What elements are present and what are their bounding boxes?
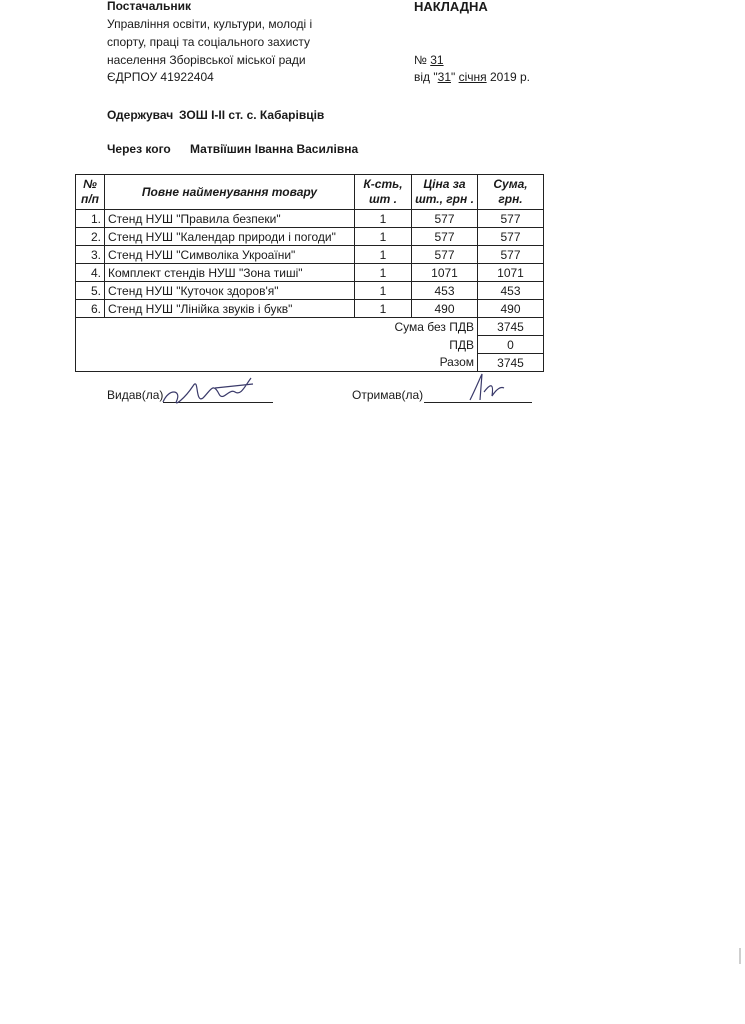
row-sum: 577: [478, 228, 544, 246]
header-name: Повне найменування товару: [105, 175, 355, 210]
row-qty: 1: [355, 300, 412, 318]
invoice-title: НАКЛАДНА: [414, 0, 488, 14]
table-row: [76, 246, 544, 264]
row-price: 1071: [412, 264, 478, 282]
invoice-number-value: 31: [430, 53, 444, 67]
totals-row: [76, 318, 544, 336]
table-row: [76, 300, 544, 318]
date-day: 31: [437, 70, 451, 84]
row-name: Стенд НУШ "Символіка Укроаїни": [105, 246, 355, 264]
issued-signature: [155, 368, 265, 410]
row-name: Стенд НУШ "Куточок здоров'я": [105, 282, 355, 300]
row-num: 1.: [76, 210, 105, 228]
row-sum: 577: [478, 246, 544, 264]
issued-label: Видав(ла): [107, 388, 164, 402]
total-value: 3745: [478, 318, 544, 336]
invoice-number-prefix: №: [414, 53, 427, 67]
row-name: Стенд НУШ "Календар природи і погоди": [105, 228, 355, 246]
table-row: [76, 282, 544, 300]
row-name: Комплект стендів НУШ "Зона тиші": [105, 264, 355, 282]
date-mid: ": [451, 70, 459, 84]
supplier-line: Управління освіти, культури, молоді і: [107, 17, 313, 31]
invoice-table: [75, 174, 544, 372]
row-num: 4.: [76, 264, 105, 282]
header-qty: К-сть, шт .: [355, 175, 412, 210]
row-sum: 1071: [478, 264, 544, 282]
table-row: [76, 210, 544, 228]
grand-total-value: 3745: [478, 354, 544, 372]
row-price: 577: [412, 246, 478, 264]
row-num: 2.: [76, 228, 105, 246]
supplier-line: населення Зборівської міської ради: [107, 53, 306, 67]
supplier-edrpou: ЄДРПОУ 41922404: [107, 70, 214, 84]
header-price: Ціна за шт., грн .: [412, 175, 478, 210]
row-sum: 490: [478, 300, 544, 318]
invoice-date: [414, 70, 530, 84]
row-num: 5.: [76, 282, 105, 300]
totals-row: [76, 354, 544, 372]
header-num: № п/п: [76, 175, 105, 210]
row-price: 577: [412, 228, 478, 246]
row-sum: 453: [478, 282, 544, 300]
vat-label: ПДВ: [76, 336, 478, 354]
table-row: [76, 264, 544, 282]
vat-value: 0: [478, 336, 544, 354]
row-name: Стенд НУШ "Правила безпеки": [105, 210, 355, 228]
invoice-number: [414, 53, 444, 67]
header-sum: Сума, грн.: [478, 175, 544, 210]
row-num: 3.: [76, 246, 105, 264]
row-name: Стенд НУШ "Лінійка звуків і букв": [105, 300, 355, 318]
via-value: Матвіїшин Іванна Василівна: [190, 142, 359, 156]
received-signature: [460, 370, 520, 406]
row-num: 6.: [76, 300, 105, 318]
via-label: Через кого: [107, 142, 171, 156]
row-sum: 577: [478, 210, 544, 228]
date-year: 2019 р.: [486, 70, 531, 84]
row-price: 577: [412, 210, 478, 228]
date-prefix: від ": [414, 70, 438, 84]
recipient-label: Одержувач: [107, 108, 174, 122]
supplier-line: спорту, праці та соціального захисту: [107, 35, 310, 49]
row-qty: 1: [355, 282, 412, 300]
received-label: Отримав(ла): [352, 388, 424, 402]
date-month: січня: [458, 70, 487, 84]
table-header-row: [76, 175, 544, 210]
scan-artifact: [739, 948, 741, 964]
recipient-value: ЗОШ І-ІІ ст. с. Кабарівців: [179, 108, 325, 122]
total-label: Сума без ПДВ: [76, 318, 478, 336]
row-price: 453: [412, 282, 478, 300]
grand-total-label: Разом: [76, 354, 478, 372]
row-qty: 1: [355, 210, 412, 228]
table-row: [76, 228, 544, 246]
supplier-heading: Постачальник: [107, 0, 191, 13]
totals-row: [76, 336, 544, 354]
row-qty: 1: [355, 246, 412, 264]
row-qty: 1: [355, 228, 412, 246]
row-price: 490: [412, 300, 478, 318]
row-qty: 1: [355, 264, 412, 282]
